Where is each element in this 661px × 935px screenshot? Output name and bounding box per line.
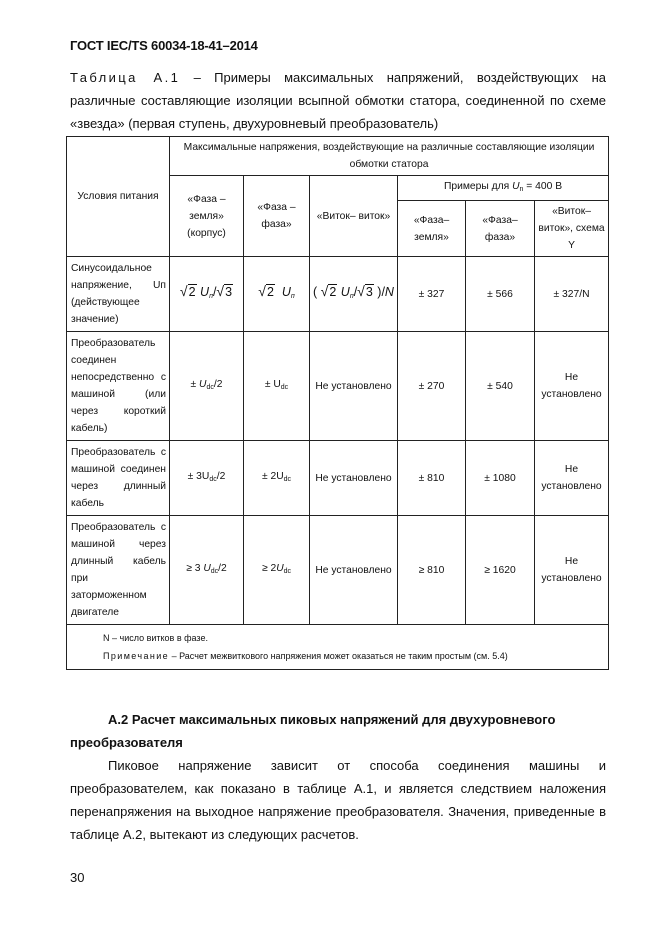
examples-subscript: n: [519, 186, 524, 193]
formula-phase-phase-sin: √2 $U_п$: [244, 257, 310, 332]
ex-turn-value: Не установлено: [535, 332, 609, 441]
table-row: [67, 332, 609, 441]
ex-phase-phase-value: ± 1080: [466, 441, 535, 516]
table-row: [67, 441, 609, 516]
section-title: [70, 708, 606, 754]
note-remark: [103, 647, 600, 665]
section-title-line1: А.2 Расчет максимальных пиковых напряжений для двухуровневого: [108, 712, 556, 727]
header-turn-turn: «Виток– виток»: [310, 176, 398, 257]
formula-phase-ground-long: ± $3U_{dc}/2$: [170, 441, 244, 516]
note-remark-head: Примечание: [103, 651, 170, 661]
caption-text: – Примеры максимальных напряжений, воздействующих на различные составляющие изоляции всыпной обмотки статора, соединенной по схеме «звезда» (первая ступень, двухуровневый преобразователь): [70, 70, 607, 131]
formula-phase-phase-locked: ≥ $2U_{dc}$: [244, 516, 310, 625]
ex-phase-ground-value: ± 270: [398, 332, 466, 441]
page-number: 30: [70, 870, 85, 885]
examples-variable: U: [512, 181, 520, 192]
turn-turn-value: Не установлено: [310, 332, 398, 441]
row-label-locked-motor: Преобразователь с машиной через длинный кабель при заторможенном двигателе: [67, 516, 170, 625]
header-supply-conditions: Условия питания: [67, 137, 170, 257]
examples-suffix: = 400 В: [523, 181, 563, 192]
table-row: [67, 516, 609, 625]
ex-phase-phase-value: ≥ 1620: [466, 516, 535, 625]
header-phase-phase: «Фаза – фаза»: [244, 176, 310, 257]
ex-turn-value: Не установлено: [535, 516, 609, 625]
ex-turn-value: Не установлено: [535, 441, 609, 516]
ex-phase-ground-value: ± 327: [398, 257, 466, 332]
header-max-voltages: Максимальные напряжения, воздействующие на различные составляющие изоляции обмотки статора: [170, 137, 609, 176]
formula-phase-ground-direct: ± $U_{dc}/2$: [170, 332, 244, 441]
ex-turn-value: ± 327/N: [535, 257, 609, 332]
standard-code: ГОСТ IEC/TS 60034-18-41–2014: [70, 38, 258, 53]
header-ex-turn: «Виток– виток», схема Y: [535, 201, 609, 257]
row-label-long-cable: Преобразователь с машиной соединен через длинный кабель: [67, 441, 170, 516]
header-ex-phase-phase: «Фаза– фаза»: [466, 201, 535, 257]
note-turns: N – число витков в фазе.: [103, 633, 208, 643]
header-examples: [398, 176, 609, 201]
ex-phase-ground-value: ≥ 810: [398, 516, 466, 625]
ex-phase-phase-value: ± 540: [466, 332, 535, 441]
formula-phase-ground-sin: √2 $U_п/√3$: [170, 257, 244, 332]
ex-phase-phase-value: ± 566: [466, 257, 535, 332]
header-ex-phase-ground: «Фаза– земля»: [398, 201, 466, 257]
ex-phase-ground-value: ± 810: [398, 441, 466, 516]
formula-phase-phase-long: ± $2U_{dc}$: [244, 441, 310, 516]
formula-phase-phase-direct: ± $U_{dc}$: [244, 332, 310, 441]
table-notes-row: [67, 625, 609, 670]
table-notes: [67, 625, 609, 670]
table-caption: [70, 66, 606, 135]
header-phase-ground: «Фаза – земля» (корпус): [170, 176, 244, 257]
caption-label: Таблица А.1: [70, 70, 181, 85]
note-remark-text: – Расчет межвиткового напряжения может оказаться не таким простым (см. 5.4): [169, 651, 508, 661]
row-label-direct: Преобразователь соединен непосредственно с машиной (или через короткий кабель): [67, 332, 170, 441]
table-row: [67, 257, 609, 332]
formula-phase-ground-locked: ≥ 3 $U_{dc}/2$: [170, 516, 244, 625]
row-label-sinusoidal: Синусоидальное напряжение, Uп (действующее значение): [67, 257, 170, 332]
section-title-line2: преобразователя: [70, 735, 183, 750]
table-header-row: [67, 137, 609, 176]
formula-turn-turn-sin: ( √2 $U_п/√3$ )/N: [310, 257, 398, 332]
voltage-table: [66, 136, 609, 670]
turn-turn-value: Не установлено: [310, 441, 398, 516]
turn-turn-value: Не установлено: [310, 516, 398, 625]
section-paragraph: Пиковое напряжение зависит от способа соединения машины и преобразователем, как показано в таблице А.1, и является следствием наложения перенапряжения на выходное напряжение преобразователя. Значения, приведенные в таблице А.2, вытекают из следующих расчетов.: [70, 758, 606, 842]
examples-prefix: Примеры для: [443, 181, 513, 192]
